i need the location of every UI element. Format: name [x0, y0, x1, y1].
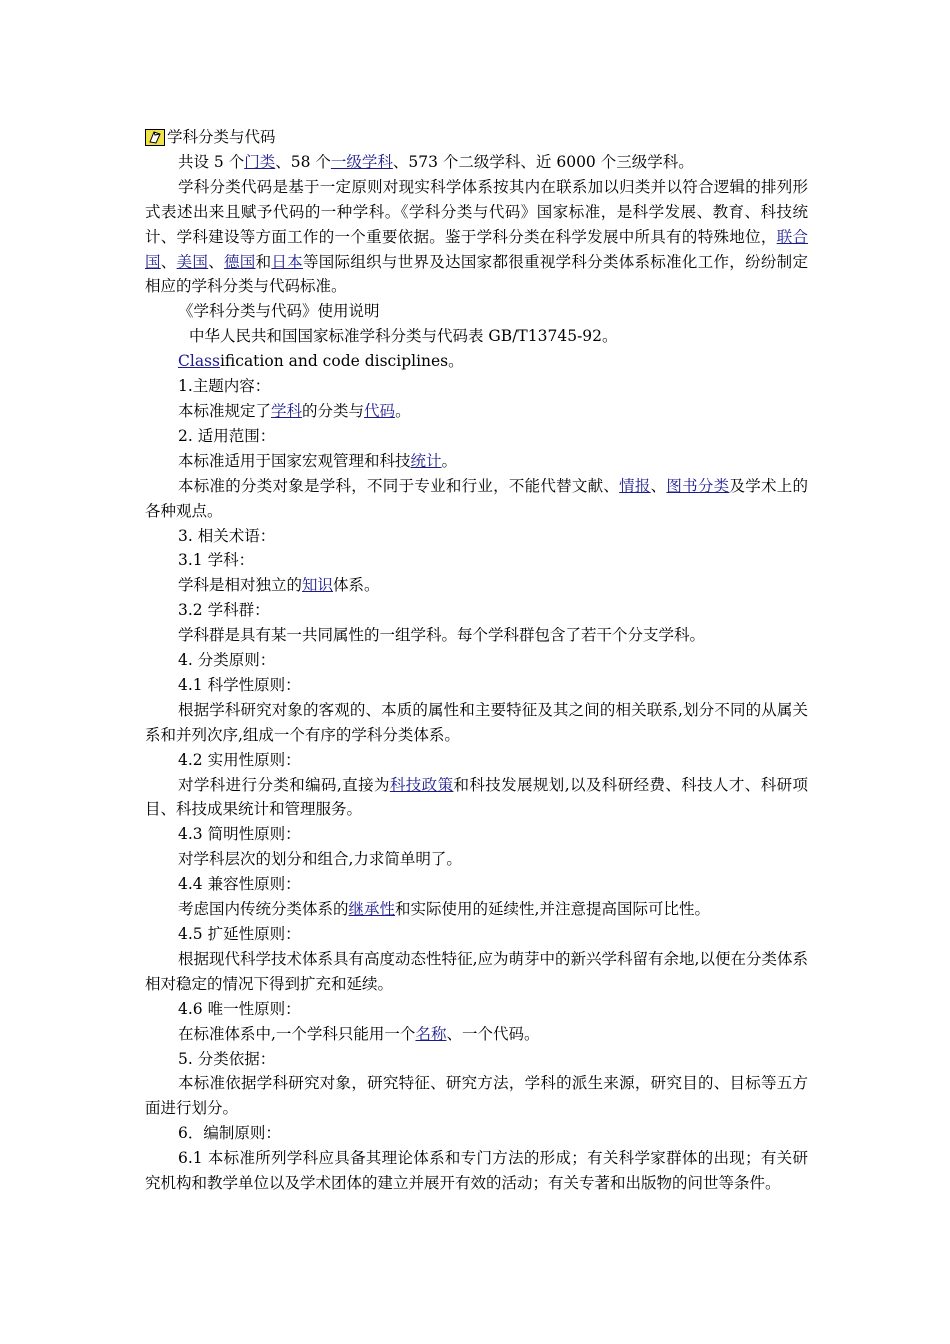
- paragraph: 学科是相对独立的知识体系。: [178, 576, 380, 595]
- link-first-level-discipline[interactable]: 一级学科: [330, 152, 393, 171]
- link-discipline[interactable]: 学科: [271, 401, 303, 420]
- subsection-heading: 3.2 学科群：: [178, 601, 270, 620]
- link-science-policy[interactable]: 科技政策: [389, 775, 454, 794]
- link-code[interactable]: 代码: [364, 401, 396, 420]
- link-class[interactable]: Class: [178, 352, 220, 371]
- subsection-heading: 4.2 实用性原则：: [178, 750, 301, 769]
- section-heading: 2. 适用范围：: [178, 426, 276, 445]
- link-japan[interactable]: 日本: [271, 252, 303, 271]
- document-body: [145, 125, 808, 1196]
- section-heading: 6．编制原则：: [178, 1124, 281, 1143]
- section-heading: 5. 分类依据：: [178, 1049, 276, 1068]
- subsection-heading: 4.1 科学性原则：: [178, 675, 301, 694]
- page-title: 学科分类与代码: [167, 128, 276, 146]
- paragraph: 本标准适用于国家宏观管理和科技统计。: [178, 451, 458, 470]
- section-heading: 4. 分类原则：: [178, 651, 276, 670]
- subsection-heading: 4.6 唯一性原则：: [178, 999, 301, 1018]
- paragraph: 学科群是具有某一共同属性的一组学科。每个学科群包含了若干个分支学科。: [178, 626, 706, 645]
- paragraph: 对学科层次的划分和组合,力求简单明了。: [178, 850, 462, 869]
- paragraph: 本标准依据学科研究对象，研究特征、研究方法，学科的派生来源，研究目的、目标等五方面进行划分。: [145, 1074, 808, 1118]
- link-category[interactable]: 门类: [244, 152, 276, 171]
- paragraph: 6.1 本标准所列学科应具备其理论体系和专门方法的形成；有关科学家群体的出现；有关研究机构和教学单位以及学术团体的建立并展开有效的活动；有关专著和出版物的问世等条件。: [145, 1149, 808, 1193]
- subsection-heading: 3.1 学科：: [178, 551, 255, 570]
- link-germany[interactable]: 德国: [223, 252, 256, 271]
- subsection-heading: 4.5 扩延性原则：: [178, 925, 301, 943]
- paragraph: 对学科进行分类和编码,直接为科技政策和科技发展规划,以及科研经费、科技人才、科研项目、科技成果统计和管理服务。: [145, 775, 808, 819]
- subsection-heading: 4.4 兼容性原则：: [178, 875, 301, 894]
- link-inheritance[interactable]: 继承性: [348, 900, 396, 919]
- paragraph: 中华人民共和国国家标准学科分类与代码表 GB/T13745-92。: [189, 327, 618, 346]
- paragraph: 本标准的分类对象是学科，不同于专业和行业，不能代替文献、情报、图书分类及学术上的各种观点。: [145, 476, 808, 520]
- paragraph: 根据学科研究对象的客观的、本质的属性和主要特征及其之间的相关联系,划分不同的从属关系和并列次序,组成一个有序的学科分类体系。: [145, 700, 808, 744]
- link-statistics[interactable]: 统计: [410, 451, 442, 470]
- section-heading: 《学科分类与代码》使用说明: [178, 302, 380, 321]
- paragraph: 共设 5 个门类、58 个一级学科、573 个二级学科、近 6000 个三级学科。: [178, 152, 694, 171]
- title-row: [145, 125, 808, 150]
- link-un[interactable]: 联合国: [145, 227, 808, 271]
- paragraph: 学科分类代码是基于一定原则对现实科学体系按其内在联系加以归类并以符合逻辑的排列形式表述出来且赋予代码的一种学科。《学科分类与代码》国家标准，是科学发展、教育、科技统计、学科建设等方面工作的一个重要依据。鉴于学科分类在科学发展中所具有的特殊地位，联合国、美国、德国和日本等国际组织与世界及达国家都很重视学科分类体系标准化工作，纷纷制定相应的学科分类与代码标准。: [145, 177, 808, 296]
- section-heading: 3. 相关术语：: [178, 526, 276, 545]
- paragraph: 本标准规定了学科的分类与代码。: [178, 401, 411, 420]
- link-knowledge[interactable]: 知识: [302, 576, 334, 595]
- document-bullet-icon: [145, 129, 165, 146]
- section-heading: 1.主题内容：: [178, 377, 271, 396]
- paragraph: 考虑国内传统分类体系的继承性和实际使用的延续性,并注意提高国际可比性。: [178, 900, 710, 919]
- link-library-classification[interactable]: 图书分类: [666, 476, 730, 495]
- link-name[interactable]: 名称: [415, 1024, 447, 1043]
- link-intelligence[interactable]: 情报: [619, 476, 651, 495]
- subsection-heading: 4.3 简明性原则：: [178, 825, 301, 844]
- paragraph: Classification and code disciplines。: [178, 352, 464, 371]
- link-usa[interactable]: 美国: [176, 252, 209, 271]
- paragraph: 在标准体系中,一个学科只能用一个名称、一个代码。: [178, 1024, 540, 1043]
- paragraph: 根据现代科学技术体系具有高度动态性特征,应为萌芽中的新兴学科留有余地,以便在分类体系相对稳定的情况下得到扩充和延续。: [145, 949, 808, 993]
